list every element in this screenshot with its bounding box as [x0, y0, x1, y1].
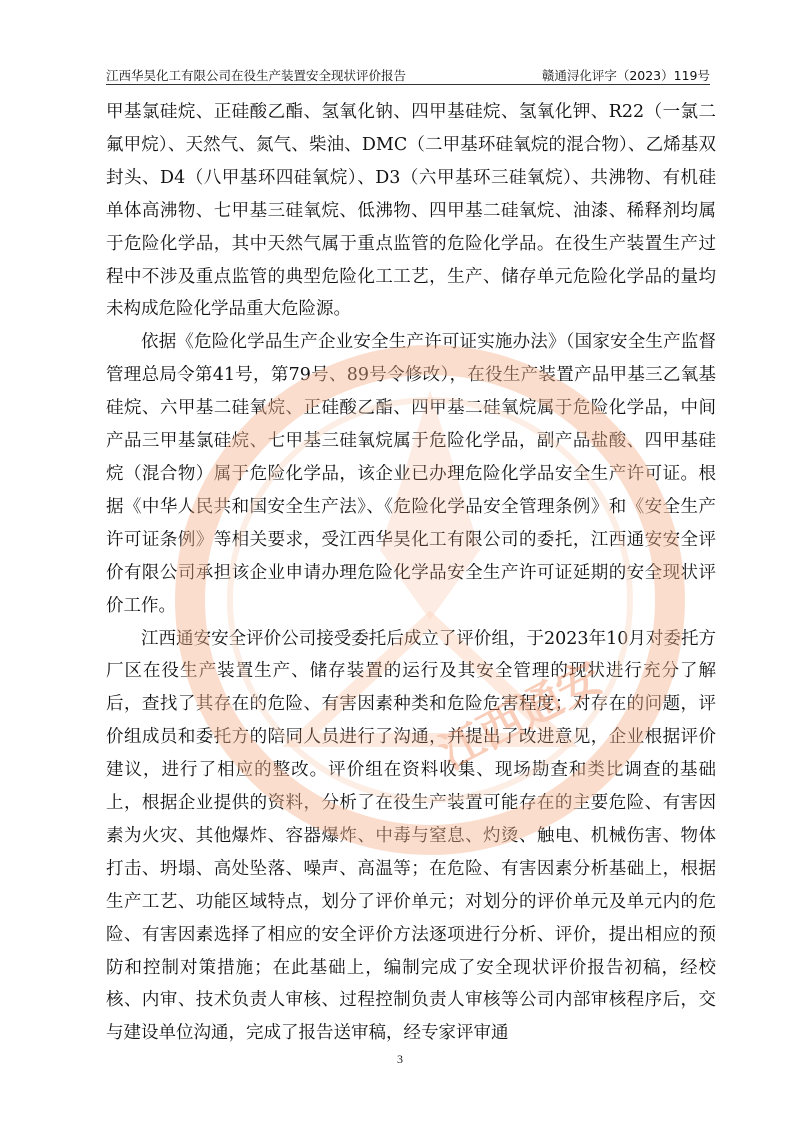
header-report-number: 赣通浔化评字（2023）119号 — [541, 68, 710, 83]
paragraph-permit-basis: 依据《危险化学品生产企业安全生产许可证实施办法》（国家安全生产监督管理总局令第41号，第79号、89号令修改），在役生产装置产品甲基三乙氧基硅烷、六甲基二硅氧烷、正硅酸乙酯、四甲基二硅氧烷属于危险化学品，中间产品三甲基氯硅烷、七甲基三硅氧烷属于危险化学品，副产品盐酸、四甲基硅烷（混合物）属于危险化学品，该企业已办理危险化学品安全生产许可证。根据《中华人民共和国安全生产法》、《危险化学品安全管理条例》和《安全生产许可证条例》等相关要求，受江西华昊化工有限公司的委托，江西通安安全评价有限公司承担该企业申请办理危险化学品安全生产许可证延期的安全现状评价工作。 — [106, 332, 716, 616]
page-header — [106, 64, 710, 85]
svg-text:江西通安: 江西通安 — [431, 652, 611, 780]
body-text — [106, 96, 716, 1050]
header-company-title: 江西华昊化工有限公司在役生产装置安全现状评价报告 — [106, 68, 407, 83]
paragraph-evaluation-process: 江西通安安全评价公司接受委托后成立了评价组，于2023年10月对委托方厂区在役生产装置生产、储存装置的运行及其安全管理的现状进行充分了解后，查找了其存在的危险、有害因素种类和危险危害程度；对存在的问题，评价组成员和委托方的陪同人员进行了沟通，并提出了改进意见，企业根据评价建议，进行了相应的整改。评价组在资料收集、现场勘查和类比调查的基础上，根据企业提供的资料，分析了在役生产装置可能存在的主要危险、有害因素为火灾、其他爆炸、容器爆炸、中毒与窒息、灼烫、触电、机械伤害、物体打击、坍塌、高处坠落、噪声、高温等；在危险、有害因素分析基础上，根据生产工艺、功能区域特点，划分了评价单元；对划分的评价单元及单元内的危险、有害因素选择了相应的安全评价方法逐项进行分析、评价，提出相应的预防和控制对策措施；在此基础上，编制完成了安全现状评价报告初稿，经校核、内审、技术负责人审核、过程控制负责人审核等公司内部审核程序后，交与建设单位沟通，完成了报告送审稿，经专家评审通 — [106, 628, 716, 1044]
page-number: 3 — [397, 1052, 403, 1066]
paragraph-hazardous-chemicals: 甲基氯硅烷、正硅酸乙酯、氢氧化钠、四甲基硅烷、氢氧化钾、R22（一氯二氟甲烷）、天然气、氮气、柴油、DMC（二甲基环硅氧烷的混合物）、乙烯基双封头、D4（八甲基环四硅氧烷）、D3（六甲基环三硅氧烷）、共沸物、有机硅单体高沸物、七甲基三硅氧烷、低沸物、四甲基二硅氧烷、油漆、稀释剂均属于危险化学品，其中天然气属于重点监管的危险化学品。在役生产装置生产过程中不涉及重点监管的典型危险化工工艺，生产、储存单元危险化学品的量均未构成危险化学品重大危险源。 — [106, 102, 716, 320]
